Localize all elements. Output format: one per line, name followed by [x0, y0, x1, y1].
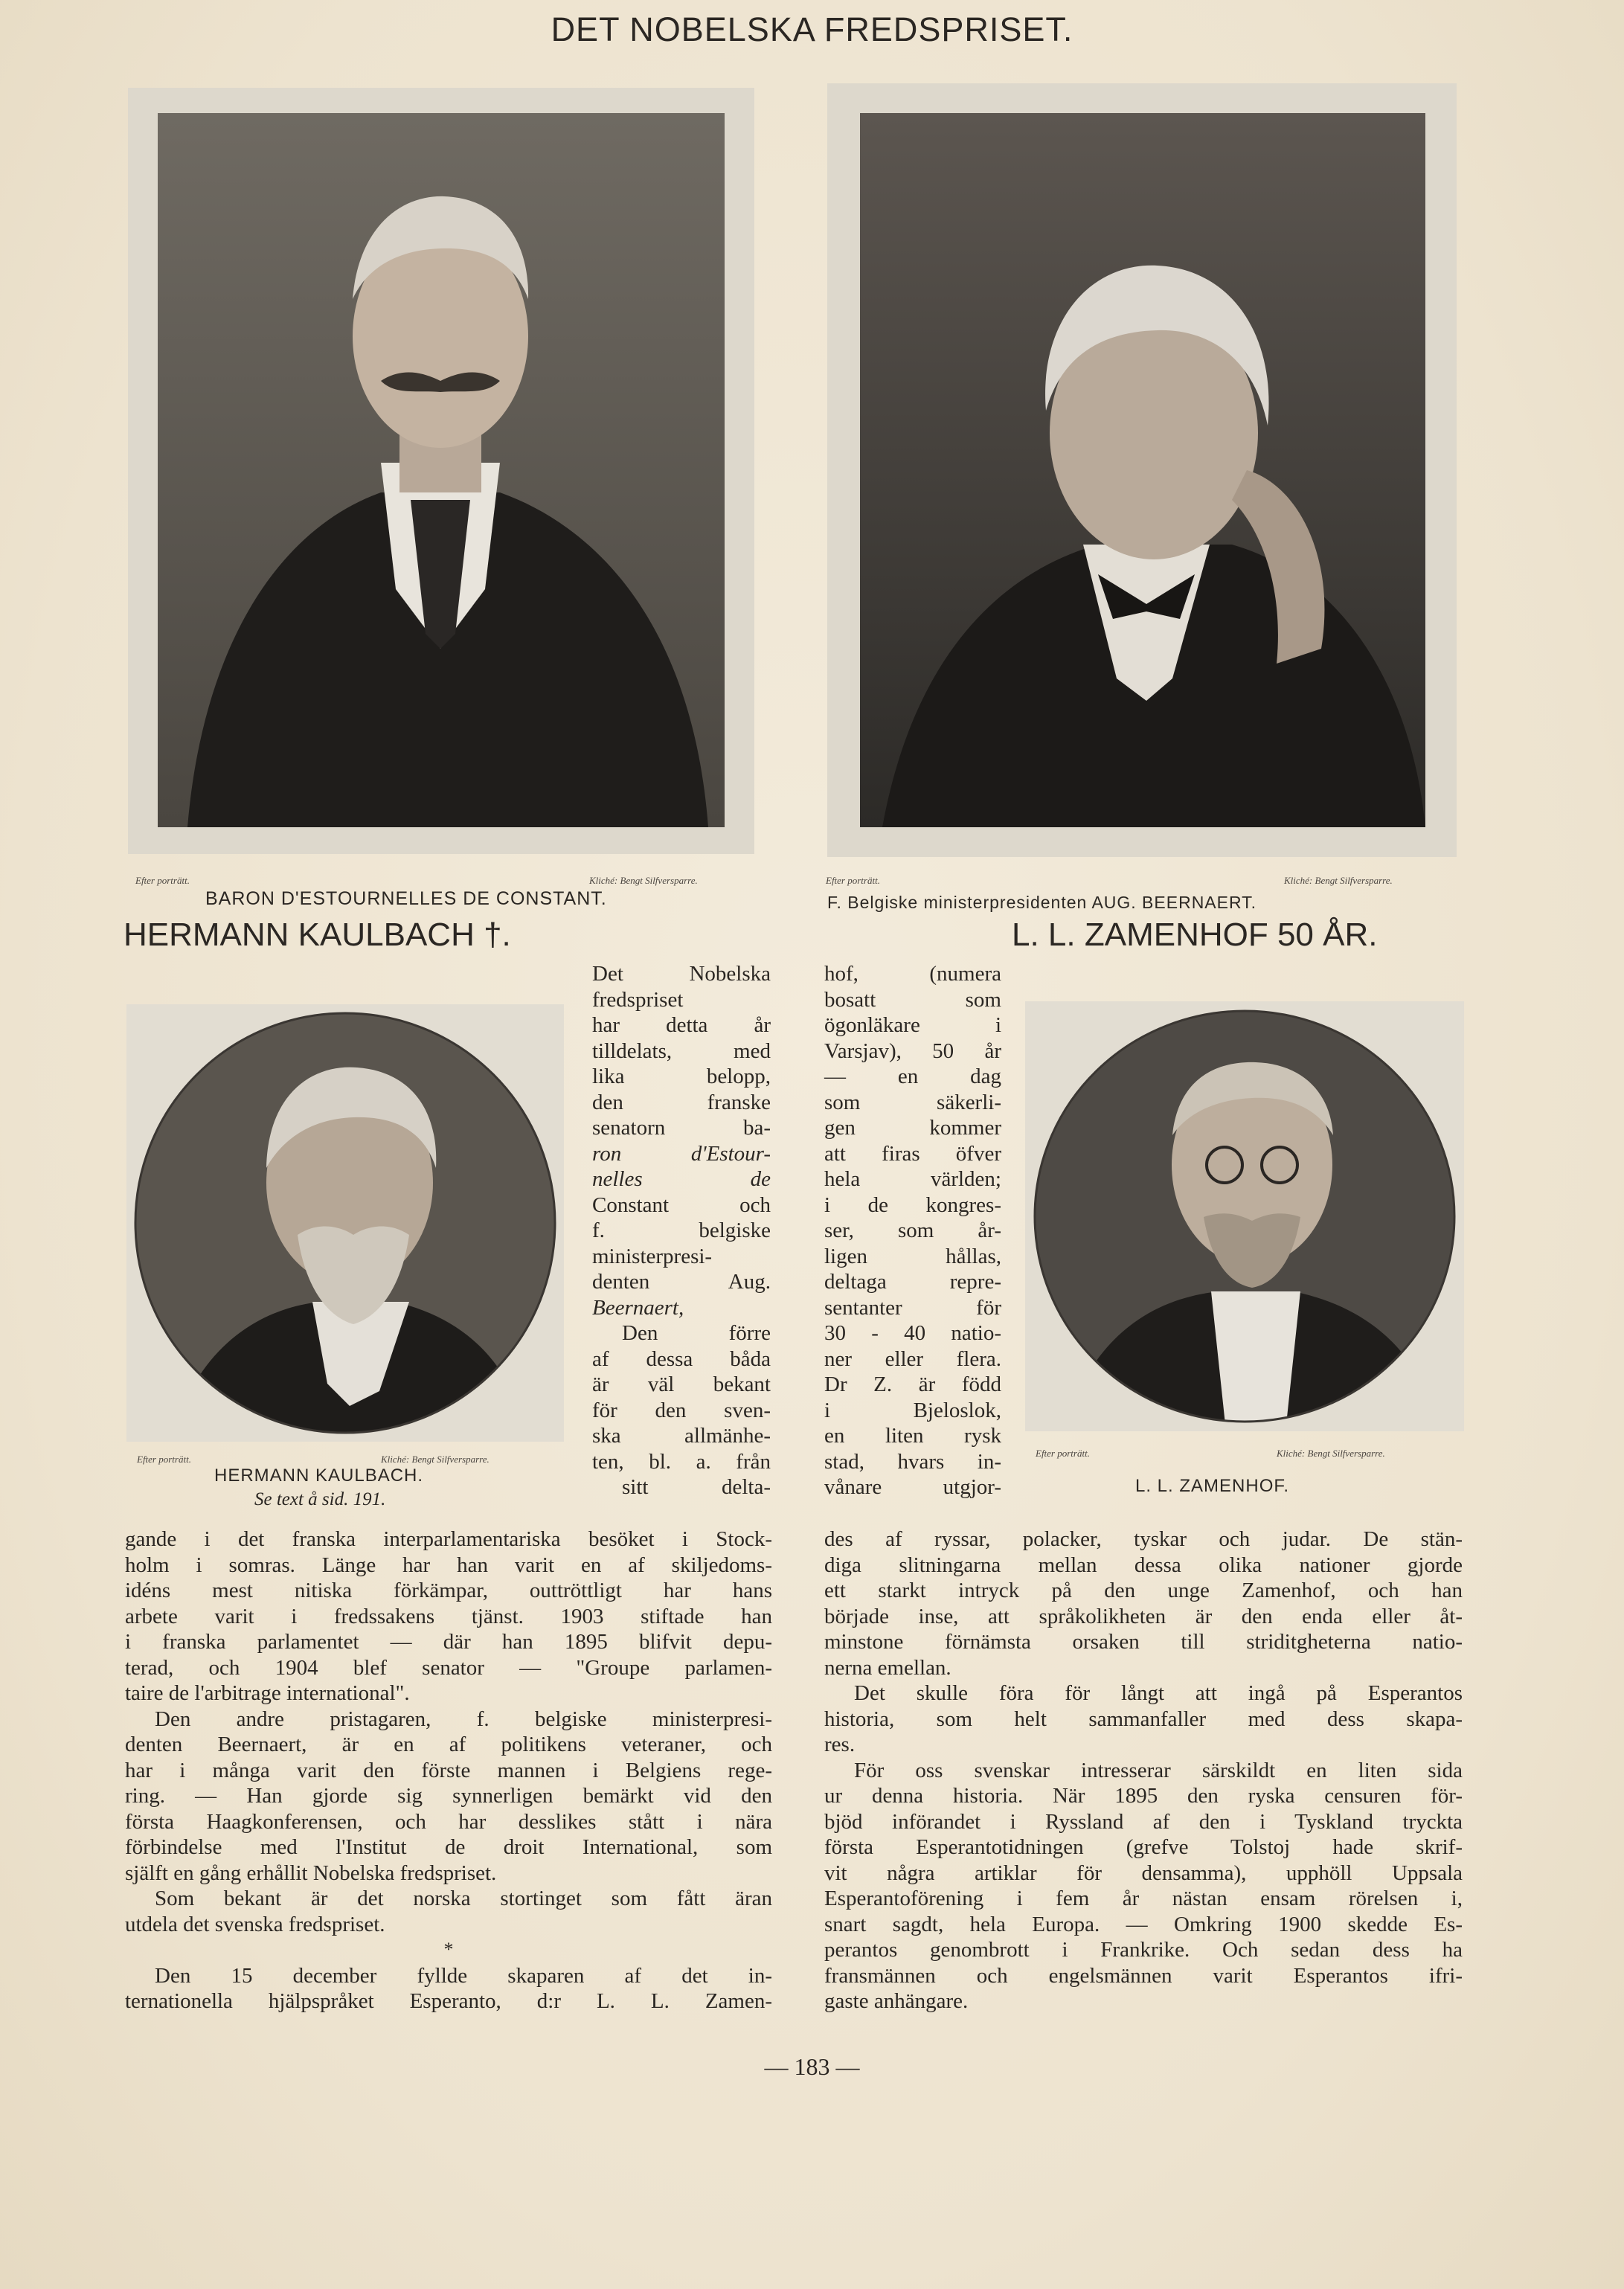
- text-line: själft en gång erhållit Nobelska fredspriset.: [125, 1861, 497, 1885]
- text-line: historia, som helt sammanfaller med dess skapa-: [824, 1707, 1463, 1731]
- text-line: lika belopp,: [592, 1065, 771, 1088]
- portrait-beernaert-image: [860, 113, 1425, 827]
- text-line: första Esperantotidningen (grefve Tolstoj hade skrif-: [824, 1835, 1463, 1859]
- text-line: en liten rysk: [824, 1424, 1001, 1448]
- text-line: denten Aug.: [592, 1270, 771, 1294]
- text-line: i de kongres-: [824, 1192, 1001, 1217]
- caption-kaulbach: HERMANN KAULBACH.: [214, 1465, 424, 1486]
- page-number: — 183 —: [764, 2053, 860, 2080]
- heading-kaulbach: HERMANN KAULBACH †.: [123, 916, 511, 953]
- text-line: ministerpresi-: [592, 1244, 713, 1268]
- text-line: fransmännen och engelsmännen varit Esperantos ifri-: [824, 1963, 1463, 1988]
- credit-kaulbach-right: Kliché: Bengt Silfversparre.: [381, 1454, 490, 1465]
- photo-zamenhof: [1025, 1001, 1464, 1431]
- text-line: ser, som år-: [824, 1219, 1001, 1242]
- man-portrait-icon: [1025, 1001, 1464, 1431]
- text-line: f. belgiske: [592, 1219, 771, 1242]
- text-line: senatorn ba-: [592, 1116, 771, 1140]
- text-line: ögonläkare i: [824, 1013, 1001, 1037]
- portrait-destournelles-image: [158, 113, 725, 827]
- text-line: har detta år: [592, 1013, 771, 1037]
- text-line: af dessa båda: [592, 1346, 771, 1371]
- text-line: minstone förnämsta orsaken till striditgheterna natio-: [824, 1630, 1463, 1654]
- text-line: har i många varit den förste mannen i Belgiens rege-: [125, 1758, 772, 1782]
- text-line: fredspriset: [592, 987, 684, 1012]
- text-line: ligen hållas,: [824, 1244, 1001, 1268]
- man-portrait-icon: [860, 113, 1425, 827]
- text-line: sitt delta-: [622, 1475, 771, 1499]
- heading-zamenhof: L. L. ZAMENHOF 50 ÅR.: [1012, 916, 1378, 953]
- text-line: är väl bekant: [592, 1373, 771, 1396]
- narrow-column-left: [592, 961, 771, 1500]
- text-line: tilldelats, med: [592, 1038, 771, 1063]
- text-line: började inse, att språkolikheten är den enda eller åt-: [824, 1604, 1463, 1628]
- text-line: deltaga repre-: [824, 1270, 1001, 1294]
- text-line: som säkerli-: [824, 1090, 1001, 1114]
- credit-destournelles-left: Efter porträtt.: [135, 875, 190, 886]
- text-line: Den 15 december fyllde skaparen af det in-: [155, 1963, 772, 1988]
- text-line: ett starkt intryck på den unge Zamenhof, och han: [824, 1579, 1463, 1602]
- text-line: snart sagdt, hela Europa. — Omkring 1900 skedde Es-: [824, 1912, 1463, 1936]
- text-line: 30 - 40 natio-: [824, 1321, 1001, 1345]
- credit-beernaert-right: Kliché: Bengt Silfversparre.: [1284, 875, 1393, 886]
- text-line: Det Nobelska: [592, 962, 771, 986]
- text-line: första Haagkonferensen, och har desslikes stått i nära: [125, 1809, 772, 1834]
- credit-zamenhof-right: Kliché: Bengt Silfversparre.: [1277, 1448, 1385, 1459]
- text-line: att firas öfver: [824, 1141, 1001, 1166]
- text-line: stad, hvars in-: [824, 1449, 1001, 1474]
- man-portrait-icon: [126, 1004, 564, 1442]
- text-line: bosatt som: [824, 987, 1001, 1012]
- text-line: i franska parlamentet — där han 1895 blifvit depu-: [125, 1630, 772, 1654]
- caption-zamenhof: L. L. ZAMENHOF.: [1135, 1476, 1290, 1496]
- text-line: holm i somras. Länge har han varit en af skiljedoms-: [125, 1553, 772, 1577]
- man-portrait-icon: [158, 113, 725, 827]
- text-line: Det skulle föra för långt att ingå på Esperantos: [854, 1681, 1463, 1705]
- text-line: ternationella hjälpspråket Esperanto, d:r L. L. Zamen-: [125, 1989, 772, 2013]
- text-line: ten, bl. a. från: [592, 1449, 771, 1474]
- text-line: Den förre: [622, 1321, 771, 1345]
- text-line: taire de l'arbitrage international".: [125, 1681, 410, 1705]
- text-line: idéns mest nitiska förkämpar, outtröttligt har hans: [125, 1579, 772, 1602]
- text-line: terad, och 1904 blef senator — "Groupe parlamen-: [125, 1655, 772, 1680]
- text-line: ska allmänhe-: [592, 1424, 771, 1448]
- text-line: vånare utgjor-: [824, 1475, 1001, 1499]
- text-line: för den sven-: [592, 1398, 771, 1422]
- text-line: den franske: [592, 1090, 771, 1114]
- text-line: bjöd införandet i Ryssland af den i Tyskland tryckta: [824, 1809, 1463, 1834]
- credit-destournelles-right: Kliché: Bengt Silfversparre.: [589, 875, 698, 886]
- text-line: Som bekant är det norska stortinget som fått äran: [155, 1887, 772, 1910]
- text-line: nelles de: [592, 1167, 771, 1191]
- text-line: Den andre pristagaren, f. belgiske ministerpresi-: [155, 1707, 772, 1731]
- text-line: gande i det franska interparlamentariska besöket i Stock-: [125, 1527, 772, 1551]
- text-line: Esperantoförening i fem år nästan ensam rörelsen i,: [824, 1887, 1463, 1910]
- credit-beernaert-left: Efter porträtt.: [826, 875, 880, 886]
- text-line: Beernaert,: [592, 1295, 684, 1320]
- running-head: DET NOBELSKA FREDSPRISET.: [551, 10, 1073, 48]
- text-line: perantos genombrott i Frankrike. Och sedan dess ha: [824, 1938, 1463, 1962]
- text-line: ur denna historia. När 1895 den ryska censuren för-: [824, 1784, 1463, 1808]
- narrow-column-right: [824, 961, 1001, 1500]
- text-line: des af ryssar, polacker, tyskar och judar. De stän-: [824, 1527, 1463, 1551]
- text-line: Varsjav), 50 år: [824, 1038, 1001, 1063]
- text-line: Constant och: [592, 1192, 771, 1217]
- text-line: ner eller flera.: [824, 1346, 1001, 1371]
- text-line: i Bjeloslok,: [824, 1398, 1001, 1422]
- text-line: denten Beernaert, är en af politikens veteraner, och: [125, 1733, 772, 1756]
- left-column: [125, 1526, 772, 2014]
- photo-kaulbach: [126, 1004, 564, 1442]
- text-line: För oss svenskar intresserar särskildt en liten sida: [854, 1758, 1463, 1782]
- right-column: [824, 1526, 1463, 2014]
- caption-destournelles: BARON D'ESTOURNELLES DE CONSTANT.: [205, 888, 607, 909]
- text-line: ring. — Han gjorde sig synnerligen bemärkt vid den: [125, 1784, 772, 1808]
- text-line: Dr Z. är född: [824, 1373, 1001, 1396]
- text-line: — en dag: [824, 1065, 1001, 1088]
- text-line: hof, (numera: [824, 962, 1001, 986]
- section-divider: *: [443, 1939, 454, 1960]
- text-line: förbindelse med l'Institut de droit International, som: [125, 1835, 772, 1859]
- text-line: nerna emellan.: [824, 1655, 951, 1680]
- caption-beernaert: F. Belgiske ministerpresidenten AUG. BEERNAERT.: [827, 893, 1257, 912]
- text-line: hela världen;: [824, 1167, 1001, 1191]
- text-line: res.: [824, 1733, 856, 1756]
- text-line: ron d'Estour-: [592, 1141, 771, 1166]
- text-line: arbete varit i fredssakens tjänst. 1903 stiftade han: [125, 1604, 772, 1628]
- text-line: diga slitningarna mellan dessa olika nationer gjorde: [824, 1553, 1463, 1577]
- credit-zamenhof-left: Efter porträtt.: [1036, 1448, 1090, 1459]
- photo-beernaert: [827, 83, 1457, 857]
- text-line: sentanter för: [824, 1295, 1001, 1320]
- text-line: vit några artiklar för densamma), upphöll Uppsala: [824, 1861, 1463, 1885]
- subcaption-kaulbach: Se text å sid. 191.: [254, 1489, 386, 1509]
- text-line: gaste anhängare.: [824, 1989, 969, 2013]
- text-line: gen kommer: [824, 1116, 1001, 1140]
- photo-destournelles: [128, 88, 754, 854]
- credit-kaulbach-left: Efter porträtt.: [137, 1454, 191, 1465]
- text-line: utdela det svenska fredspriset.: [125, 1912, 385, 1936]
